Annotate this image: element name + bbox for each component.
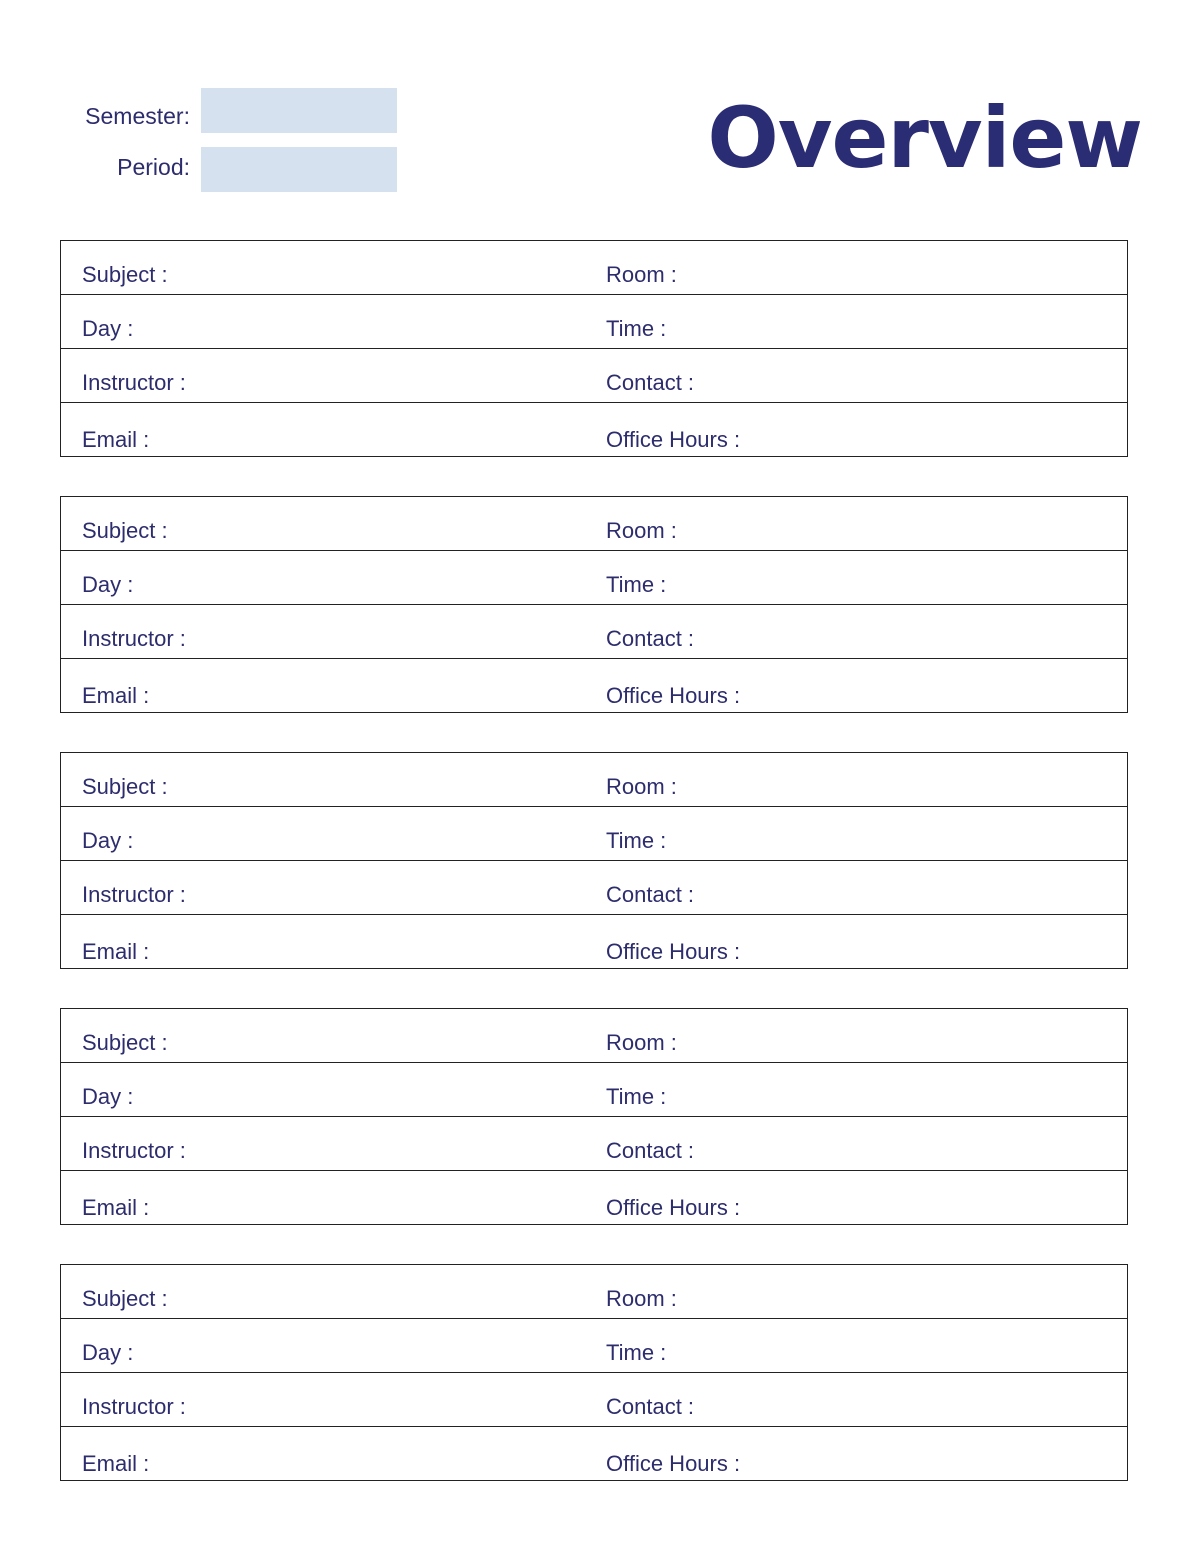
card-row <box>61 497 1127 551</box>
room-label: Room : <box>606 1030 677 1055</box>
instructor-label: Instructor : <box>82 370 186 395</box>
room-label: Room : <box>606 774 677 799</box>
subject-label: Subject : <box>82 1030 168 1055</box>
semester-label: Semester: <box>85 103 190 129</box>
card-row <box>61 1319 1127 1373</box>
room-label: Room : <box>606 518 677 543</box>
day-label: Day : <box>82 1340 134 1365</box>
course-card <box>60 1008 1128 1225</box>
contact-label: Contact : <box>606 882 695 907</box>
course-card <box>60 1264 1128 1481</box>
email-label: Email : <box>82 1451 150 1476</box>
instructor-label: Instructor : <box>82 1138 186 1163</box>
card-row <box>61 1373 1127 1427</box>
room-label: Room : <box>606 262 677 287</box>
email-label: Email : <box>82 939 150 964</box>
card-row <box>61 1009 1127 1063</box>
office-hours-label: Office Hours : <box>606 683 741 708</box>
semester-field[interactable] <box>201 88 397 133</box>
period-label: Period: <box>117 154 190 180</box>
subject-label: Subject : <box>82 262 168 287</box>
card-row <box>61 1171 1127 1227</box>
period-field[interactable] <box>201 147 397 192</box>
card-row <box>61 861 1127 915</box>
email-label: Email : <box>82 1195 150 1220</box>
email-label: Email : <box>82 683 150 708</box>
office-hours-label: Office Hours : <box>606 1195 741 1220</box>
time-label: Time : <box>606 572 667 597</box>
office-hours-label: Office Hours : <box>606 939 741 964</box>
card-row <box>61 659 1127 715</box>
card-row <box>61 551 1127 605</box>
card-row <box>61 241 1127 295</box>
card-row <box>61 1063 1127 1117</box>
card-row <box>61 1117 1127 1171</box>
instructor-label: Instructor : <box>82 882 186 907</box>
card-row <box>61 349 1127 403</box>
page-title: Overview <box>707 89 1142 187</box>
subject-label: Subject : <box>82 518 168 543</box>
instructor-label: Instructor : <box>82 1394 186 1419</box>
subject-label: Subject : <box>82 774 168 799</box>
card-row <box>61 605 1127 659</box>
office-hours-label: Office Hours : <box>606 1451 741 1476</box>
contact-label: Contact : <box>606 1394 695 1419</box>
contact-label: Contact : <box>606 626 695 651</box>
time-label: Time : <box>606 1084 667 1109</box>
day-label: Day : <box>82 316 134 341</box>
card-row <box>61 403 1127 459</box>
card-row <box>61 1427 1127 1483</box>
instructor-label: Instructor : <box>82 626 186 651</box>
course-card <box>60 496 1128 713</box>
course-card <box>60 240 1128 457</box>
contact-label: Contact : <box>606 1138 695 1163</box>
card-row <box>61 295 1127 349</box>
contact-label: Contact : <box>606 370 695 395</box>
subject-label: Subject : <box>82 1286 168 1311</box>
card-row <box>61 807 1127 861</box>
day-label: Day : <box>82 1084 134 1109</box>
office-hours-label: Office Hours : <box>606 427 741 452</box>
card-row <box>61 1265 1127 1319</box>
email-label: Email : <box>82 427 150 452</box>
card-row <box>61 915 1127 971</box>
day-label: Day : <box>82 828 134 853</box>
time-label: Time : <box>606 316 667 341</box>
card-row <box>61 753 1127 807</box>
course-card <box>60 752 1128 969</box>
day-label: Day : <box>82 572 134 597</box>
room-label: Room : <box>606 1286 677 1311</box>
time-label: Time : <box>606 828 667 853</box>
time-label: Time : <box>606 1340 667 1365</box>
